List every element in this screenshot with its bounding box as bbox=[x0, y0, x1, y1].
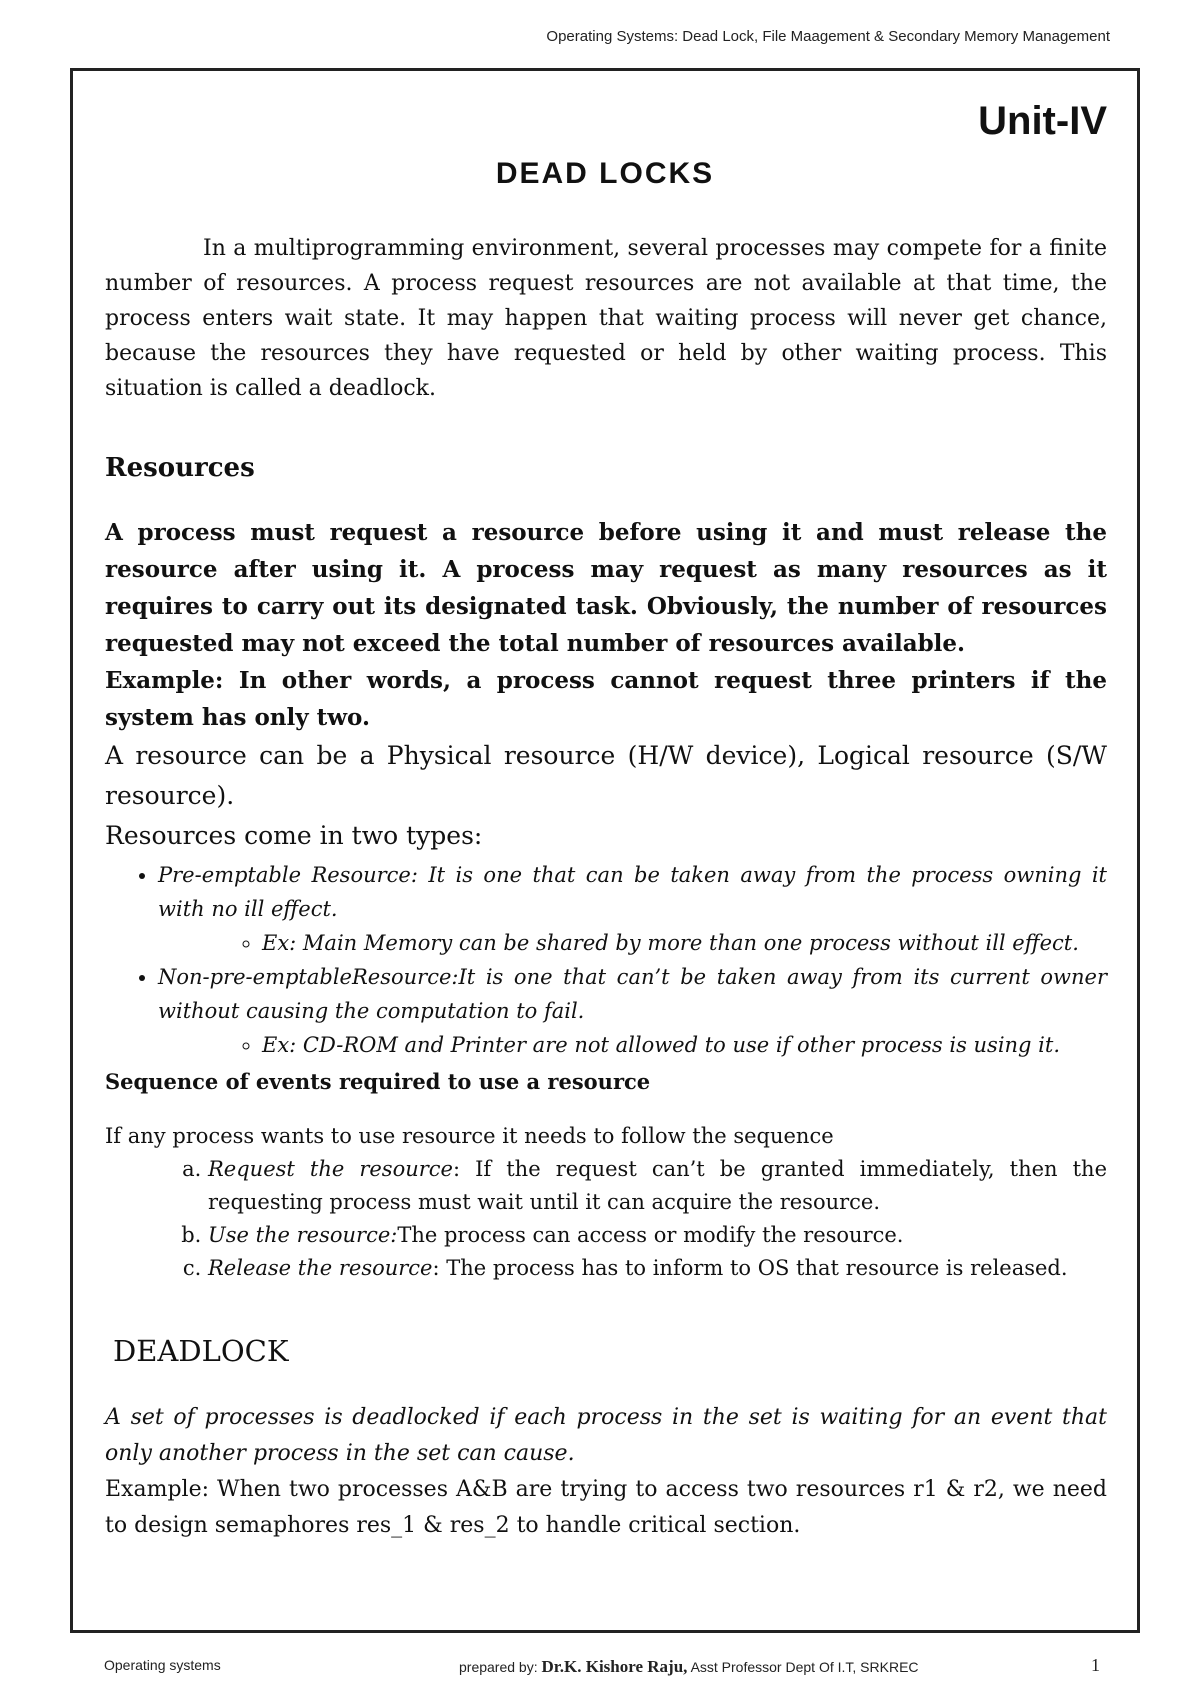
sequence-steps bbox=[105, 1153, 1107, 1285]
step-text: The process can access or modify the resource. bbox=[397, 1223, 904, 1247]
resources-example: Example: In other words, a process cannot request three printers if the system has only two. bbox=[105, 667, 1107, 731]
list-item bbox=[208, 1219, 1107, 1252]
non-preemptable-definition: Non-pre-emptableResource:It is one that can’t be taken away from its current owner without causing the computation to fail. bbox=[158, 965, 1107, 1023]
resources-heading: Resources bbox=[105, 453, 255, 483]
resource-types-list bbox=[105, 858, 1107, 1062]
sub-list bbox=[158, 1028, 1107, 1062]
deadlock-definition: A set of processes is deadlocked if each process in the set is waiting for an event that only another process in the set can cause. bbox=[105, 1405, 1107, 1466]
resource-kinds: A resource can be a Physical resource (H/W device), Logical resource (S/W resource). bbox=[105, 741, 1107, 810]
list-item bbox=[158, 858, 1107, 960]
step-separator: : bbox=[452, 1157, 476, 1181]
footer-prepared-by: prepared by: bbox=[459, 1659, 538, 1675]
page-number: 1 bbox=[1091, 1655, 1100, 1675]
sequence-heading: Sequence of events required to use a resource bbox=[105, 1069, 651, 1094]
sub-list bbox=[158, 926, 1107, 960]
step-text: If the request can’t be granted immediately, then the requesting process must wait until it can acquire the resource. bbox=[208, 1157, 1107, 1214]
footer-course: Operating systems bbox=[104, 1657, 221, 1673]
step-separator: : bbox=[432, 1256, 447, 1280]
non-preemptable-example: ◦ Ex: CD-ROM and Printer are not allowed to use if other process is using it. bbox=[262, 1028, 1107, 1062]
page-frame bbox=[70, 68, 1140, 1633]
preemptable-example: ◦ Ex: Main Memory can be shared by more than one process without ill effect. bbox=[262, 926, 1107, 960]
step-label: Request the resource bbox=[208, 1157, 453, 1181]
resource-types-intro: Resources come in two types: bbox=[105, 821, 483, 850]
page-footer bbox=[104, 1655, 1100, 1677]
list-item bbox=[158, 960, 1107, 1062]
page-title: DEAD LOCKS bbox=[495, 157, 715, 190]
running-header: Operating Systems: Dead Lock, File Maagement & Secondary Memory Management bbox=[546, 28, 1110, 45]
step-text: The process has to inform to OS that resource is released. bbox=[446, 1256, 1068, 1280]
footer-author: Dr.K. Kishore Raju, bbox=[541, 1657, 688, 1676]
footer-designation: Asst Professor Dept Of I.T, SRKREC bbox=[690, 1659, 919, 1675]
step-label: Release the resource bbox=[208, 1256, 433, 1280]
page-content bbox=[105, 231, 1107, 1544]
list-item bbox=[208, 1153, 1107, 1219]
footer-credit bbox=[459, 1657, 919, 1677]
sequence-intro: If any process wants to use resource it needs to follow the sequence bbox=[105, 1124, 834, 1148]
resources-paragraph: A process must request a resource before using it and must release the resource after using it. A process may request as many resources as it requires to carry out its designated task. Obviously, the number of resources requested may not exceed the total number of resources available. bbox=[105, 519, 1107, 657]
step-label: Use the resource: bbox=[208, 1223, 398, 1247]
deadlock-example: Example: When two processes A&B are trying to access two resources r1 & r2, we need to design semaphores res_1 & res_2 to handle critical section. bbox=[105, 1477, 1107, 1538]
preemptable-definition: Pre-emptable Resource: It is one that can be taken away from the process owning it with no ill effect. bbox=[158, 863, 1107, 921]
list-item bbox=[208, 1252, 1107, 1285]
unit-label: Unit-IV bbox=[978, 99, 1107, 143]
intro-paragraph: In a multiprogramming environment, several processes may compete for a finite number of resources. A process request resources are not available at that time, the process enters wait state. It may happen that waiting process will never get chance, because the resources they have requested or held by other waiting process. This situation is called a deadlock. bbox=[105, 236, 1107, 401]
deadlock-heading: DEADLOCK bbox=[113, 1334, 289, 1368]
